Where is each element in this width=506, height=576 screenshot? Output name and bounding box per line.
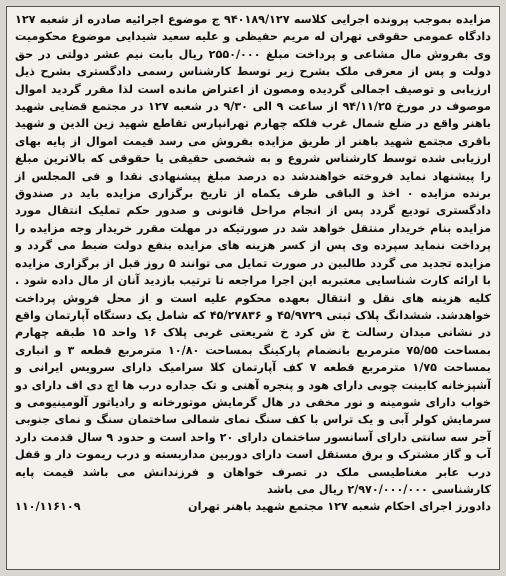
- issuer-signature: دادورز اجرای احکام شعبه ۱۲۷ مجتمع شهید باهنر تهران: [188, 500, 491, 514]
- auction-notice: [6, 6, 500, 570]
- reference-number: ۱۱۰/۱۱۶۱۰۹: [15, 500, 81, 514]
- notice-footer: [15, 500, 491, 513]
- notice-body: مزایده بموجب پرونده اجرایی کلاسه ۹۴۰۱۸۹/۱۲۷ ج موضوع اجرائیه صادره از شعبه ۱۲۷ دادگاه عمومی حقوقی تهران له مریم حفیظی و علیه سعید شیدایی موضوع محکومیت وی بفروش مال مشاعی و پرداخت مبلغ ۲۵۵۰/۰۰۰ ریال بابت نیم عشر دولتی در حق دولت و پس از معرفی ملک بشرح زیر توسط کارشناس رسمی دادگستری بشرح ذیل ارزیابی و توصیف اجمالی گردیده ومصون از اعتراض مانده است لذا مقرر گردید اموال موصوف در مورخ ۹۴/۱۱/۲۵ از ساعت ۹ الی ۹/۳۰ در شعبه ۱۲۷ در مجتمع قضایی شهید باهنر واقع در ضلع شمال غرب فلکه چهارم تهرانپارس تقاطع شهید زین الدین و شهید باقری مجتمع شهید باهنر از طریق مزایده بفروش می رسد قیمت اموال از پایه بهای ارزیابی شده توسط کارشناس شروع و به شخصی حقیقی یا حقوقی که بالاترین مبلغ را پیشنهاد نماید فروخته خواهندشد ده درصد مبلغ پیشنهادی نقدا و فی المجلس از برنده مزایده ۰ اخذ و الباقی ظرف یکماه از تاریخ برگزاری مزایده باید در صندوق دادگستری تودیع گردد پس از انجام مراحل قانونی و صدور حکم تملیک انتقال مورد مزایده بنام خریدار منتقل خواهد شد در صورتیکه در مهلت مقرر خریدار وجه مزایده را پرداخت ننماید سپرده وی پس از کسر هزینه های مزایده بنفع دولت ضبط می گردد و مزایده تجدید می گردد طالبین در صورت تمایل می توانند ۵ روز قبل از برگزاری مزایده با ارائه کارت شناسایی معتبربه این اجرا مراجعه تا ترتیب بازدید آنان از مال داده شود . کلیه هزینه های نقل و انتقال بعهده محکوم علیه است و از محل فروش پرداخت خواهدشد. ششدانگ پلاک ثبتی ۴۵/۹۷۲۹ و ۴۵/۲۷۸۳۶ که شامل یک دستگاه آپارتمان واقع در نشانی میدان رسالت خ ش کرد خ شریعتی غربی پلاک ۱۶ واحد ۱۵ طبقه چهارم بمساحت ۷۵/۵۵ مترمربع بانضمام پارکینگ بمساحت ۱۰/۸۰ مترمربع قطعه ۳ و انباری بمساحت ۱/۷۵ مترمربع قطعه ۷ کف آپارتمان کلا سرامیک دارای سرویس ایرانی و آشپزخانه کابینت چوبی دارای هود و پنجره آهنی و تک جداره درب ها اچ دی اف دارای دو خواب دارای شومینه و نور مخفی در هال گرمایش موتورخانه و رادیاتور آلومینیومی و سرمایش کولر آبی و یک تراس با کف سنگ نمای شمالی ساختمان سنگ و نمای جنوبی آجر سه سانتی دارای آسانسور ساختمان دارای ۲۰ واحد است و حدود ۹ سال قدمت دارد آب و گاز مشترک و برق مستقل است دارای دوربین مداربسته و درب ریموت دار و قفل درب عابر مغناطیسی ملک در تصرف خواهان و فرزندانش می باشد قیمت پایه کارشناسی ۲/۹۷۰/۰۰۰/۰۰۰ ریال می باشد: [15, 13, 492, 496]
